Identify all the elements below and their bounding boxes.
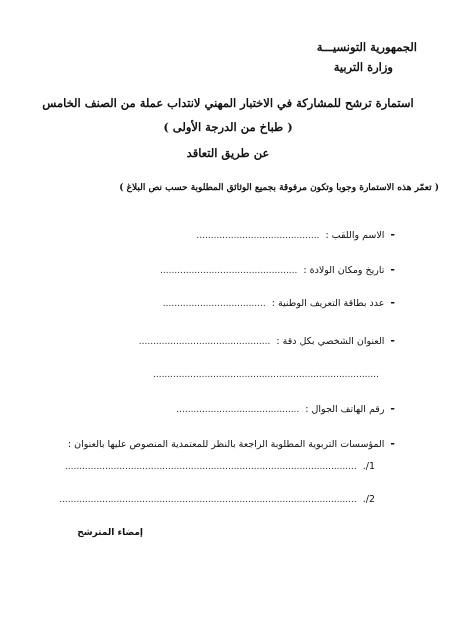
name-input-line[interactable]: ...........................................: [196, 231, 320, 241]
bullet: -: [390, 402, 395, 415]
title-line1: استمارة ترشح للمشاركة في الاختبار المهني لانتداب عملة من الصنف الخامس: [42, 96, 414, 110]
item-number: 1/.: [362, 461, 375, 472]
instruction-note: ( تعمّر هذه الاستمارة وجوبا وتكون مرفوقة بجميع الوثائق المطلوبة حسب نص البلاغ ): [119, 183, 439, 193]
institution-1-input-line[interactable]: ......................................................................................................: [64, 462, 357, 472]
address-input-line-2[interactable]: ...............................................................................: [152, 370, 379, 380]
field-phone: [176, 402, 395, 415]
bullet: -: [390, 334, 395, 347]
id-card-input-line[interactable]: ....................................: [162, 299, 266, 309]
field-name: [196, 228, 395, 241]
field-label: الاسم واللقب :: [325, 230, 385, 241]
field-label: رقم الهاتف الجوال :: [305, 404, 385, 415]
bullet: -: [390, 296, 395, 309]
field-label: عدد بطاقة التعريف الوطنية :: [271, 298, 385, 309]
item-number: 2/.: [362, 494, 375, 505]
bullet: -: [390, 228, 395, 241]
field-label: المؤسسات التربوية المطلوبة الراجعة بالنظر للمعتمدية المنصوص عليها بالعنوان :: [67, 439, 385, 450]
bullet: -: [390, 437, 395, 450]
institution-2-input-line[interactable]: ........................................................................................................: [59, 495, 357, 505]
birth-input-line[interactable]: ................................................: [160, 266, 298, 276]
header-republic: الجمهورية التونسيـــة: [316, 40, 417, 54]
field-institutions: [68, 437, 395, 450]
address-input-line[interactable]: ..............................................: [138, 337, 271, 347]
bullet: -: [390, 263, 395, 276]
field-label: تاريخ ومكان الولادة :: [303, 265, 385, 276]
signature-label: إمضاء المترشح: [77, 528, 143, 538]
title-line2: ( طباخ من الدرجة الأولى ): [163, 120, 293, 134]
institution-item-2: [59, 494, 375, 505]
title-line3: عن طريق التعاقد: [186, 146, 270, 160]
field-label: العنوان الشخصي بكل دقة :: [276, 336, 385, 347]
field-address: [139, 334, 395, 347]
field-id-card: [163, 296, 395, 309]
phone-input-line[interactable]: ...........................................: [176, 405, 300, 415]
institution-item-1: [65, 461, 375, 472]
field-birth: [160, 263, 395, 276]
header-ministry: وزارة التربية: [333, 60, 393, 74]
